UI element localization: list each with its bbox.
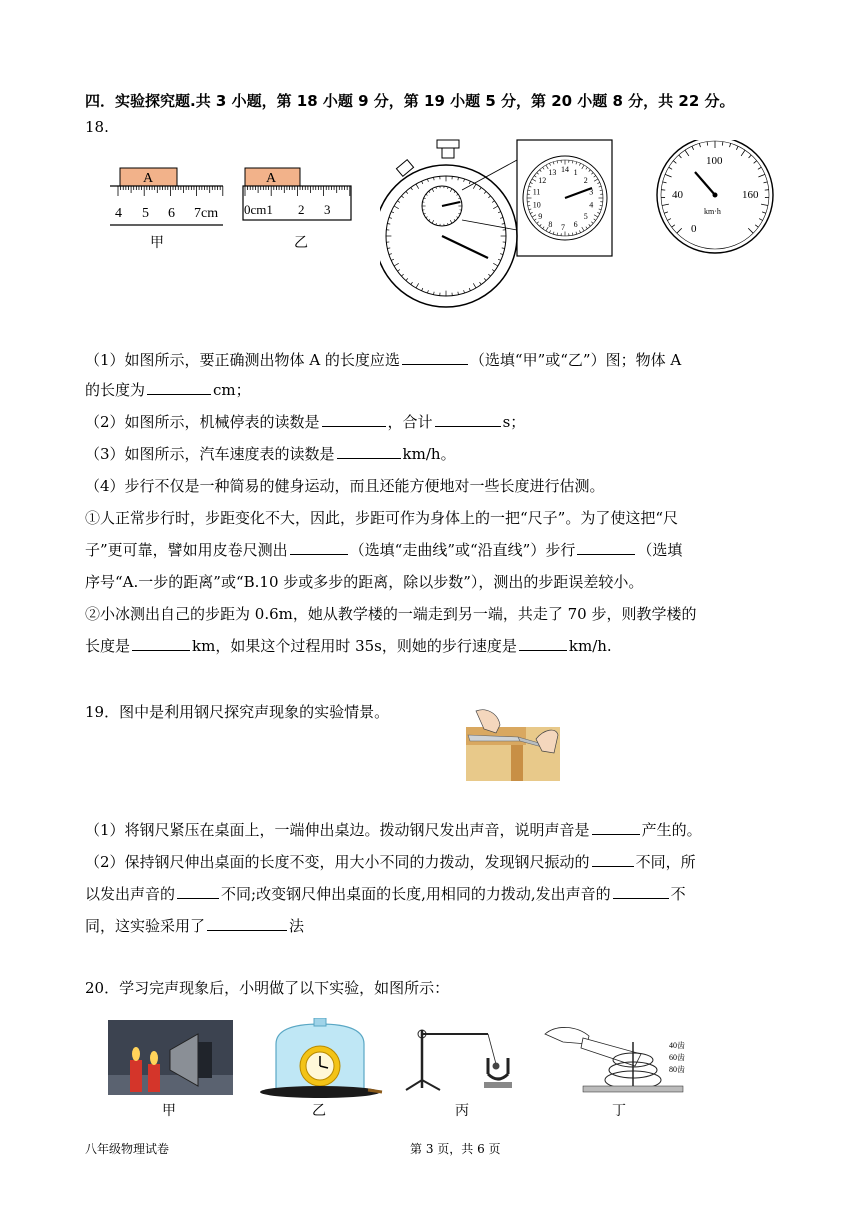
q19-line-1: （1）将钢尺紧压在桌面上，一端伸出桌边。拨动钢尺发出声音，说明声音是 产生的。	[85, 821, 702, 839]
svg-text:2: 2	[298, 202, 305, 217]
svg-text:6: 6	[168, 206, 175, 221]
svg-text:km·h: km·h	[704, 207, 721, 216]
inset-dial-number: 5	[583, 212, 588, 222]
svg-text:5: 5	[142, 206, 149, 221]
q18-line-5: （4）步行不仅是一种简易的健身运动，而且还能方便地对一些长度进行估测。	[85, 477, 605, 495]
caption-yi: 乙	[312, 1103, 326, 1119]
svg-text:0cm1: 0cm1	[244, 202, 273, 217]
caption-jia: 甲	[162, 1103, 176, 1119]
answer-blank[interactable]	[132, 636, 190, 651]
answer-blank[interactable]	[322, 412, 386, 427]
q19-line-2: （2）保持钢尺伸出桌面的长度不变，用大小不同的力拨动，发现钢尺振动的 不同，所	[85, 853, 696, 871]
steel-ruler-figure	[466, 705, 560, 781]
q19-intro: 19．图中是利用钢尺探究声现象的实验情景。	[85, 703, 390, 721]
ruler-figure-a	[105, 165, 230, 255]
svg-text:3: 3	[324, 202, 331, 217]
svg-text:A: A	[143, 171, 154, 186]
question-18-number: 18.	[85, 118, 109, 136]
q18-line-3: （2）如图所示，机械停表的读数是 ，合计 s；	[85, 413, 526, 431]
inset-dial-number: 1	[573, 167, 578, 177]
answer-blank[interactable]	[519, 636, 567, 651]
inset-dial-number: 6	[573, 220, 578, 230]
answer-blank[interactable]	[592, 820, 640, 835]
svg-text:4: 4	[115, 206, 122, 221]
inset-dial-number: 2	[583, 175, 588, 185]
inset-dial-number: 14	[561, 165, 569, 174]
inset-dial-number: 10	[532, 200, 541, 210]
inset-dial-number: 11	[532, 187, 541, 197]
svg-text:80齿: 80齿	[669, 1065, 685, 1074]
inset-dial-number: 9	[538, 212, 543, 222]
svg-text:40: 40	[672, 189, 683, 201]
svg-text:40齿: 40齿	[669, 1041, 685, 1050]
answer-blank[interactable]	[592, 852, 634, 867]
caption-bing: 丙	[455, 1103, 469, 1119]
q19-line-4: 同，这实验采用了 法	[85, 917, 305, 935]
footer-left: 八年级物理试卷	[85, 1142, 170, 1156]
q18-line-8: 序号“A.一步的距离”或“B.10 步或多步的距离，除以步数”），测出的步距误差较小。	[85, 573, 644, 591]
gear-card-figure	[543, 1020, 703, 1098]
q18-line-6: ①人正常步行时，步距变化不大，因此，步距可作为身体上的一把“尺子”。为了使这把“尺	[85, 509, 679, 527]
inset-dial-number: 12	[538, 175, 547, 185]
candle-speaker-figure	[108, 1020, 233, 1095]
answer-blank[interactable]	[577, 540, 635, 555]
inset-dial-number: 13	[548, 167, 557, 177]
q18-line-9: ②小冰测出自己的步距为 0.6m，她从教学楼的一端走到另一端，共走了 70 步，则教学楼的	[85, 605, 697, 623]
svg-text:A: A	[266, 171, 277, 186]
q18-line-10: 长度是 km，如果这个过程用时 35s，则她的步行速度是 km/h.	[85, 637, 612, 655]
answer-blank[interactable]	[207, 916, 287, 931]
stopwatch-figure	[380, 138, 620, 310]
svg-text:60齿: 60齿	[669, 1053, 685, 1062]
inset-dial-number: 3	[589, 187, 594, 197]
inset-dial-number: 7	[561, 223, 565, 232]
footer-page-number: 第 3 页，共 6 页	[410, 1142, 501, 1156]
answer-blank[interactable]	[290, 540, 348, 555]
q18-line-1: （1）如图所示，要正确测出物体 A 的长度应选 （选填“甲”或“乙”）图；物体 A	[85, 351, 682, 369]
answer-blank[interactable]	[402, 350, 468, 365]
section-heading: 四．实验探究题.共 3 小题，第 18 小题 9 分，第 19 小题 5 分，第 20 小题 8 分，共 22 分。	[85, 92, 735, 110]
bell-jar-figure	[258, 1018, 383, 1100]
svg-text:100: 100	[706, 155, 723, 167]
ruler-figure-b	[240, 165, 355, 227]
speedometer-figure	[650, 140, 785, 255]
caption-jia: 甲	[150, 235, 164, 251]
q20-intro: 20．学习完声现象后，小明做了以下实验，如图所示：	[85, 979, 450, 997]
q19-line-3: 以发出声音的 不同;改变钢尺伸出桌面的长度,用相同的力拨动,发出声音的 不	[85, 885, 686, 903]
tuning-fork-pendulum-figure	[400, 1022, 525, 1094]
answer-blank[interactable]	[613, 884, 669, 899]
svg-text:7cm: 7cm	[194, 206, 219, 221]
svg-text:0: 0	[691, 223, 697, 235]
q18-line-4: （3）如图所示，汽车速度表的读数是 km/h。	[85, 445, 456, 463]
answer-blank[interactable]	[177, 884, 219, 899]
svg-text:160: 160	[742, 189, 759, 201]
inset-dial-number: 4	[589, 200, 594, 210]
answer-blank[interactable]	[435, 412, 501, 427]
answer-blank[interactable]	[337, 444, 401, 459]
answer-blank[interactable]	[147, 380, 211, 395]
caption-ding: 丁	[612, 1103, 626, 1119]
caption-yi: 乙	[294, 235, 308, 251]
inset-dial-number: 8	[548, 220, 553, 230]
q18-line-7: 子”更可靠，譬如用皮卷尺测出 （选填“走曲线”或“沿直线”）步行 （选填	[85, 541, 683, 559]
q18-line-2: 的长度为 cm；	[85, 381, 251, 399]
